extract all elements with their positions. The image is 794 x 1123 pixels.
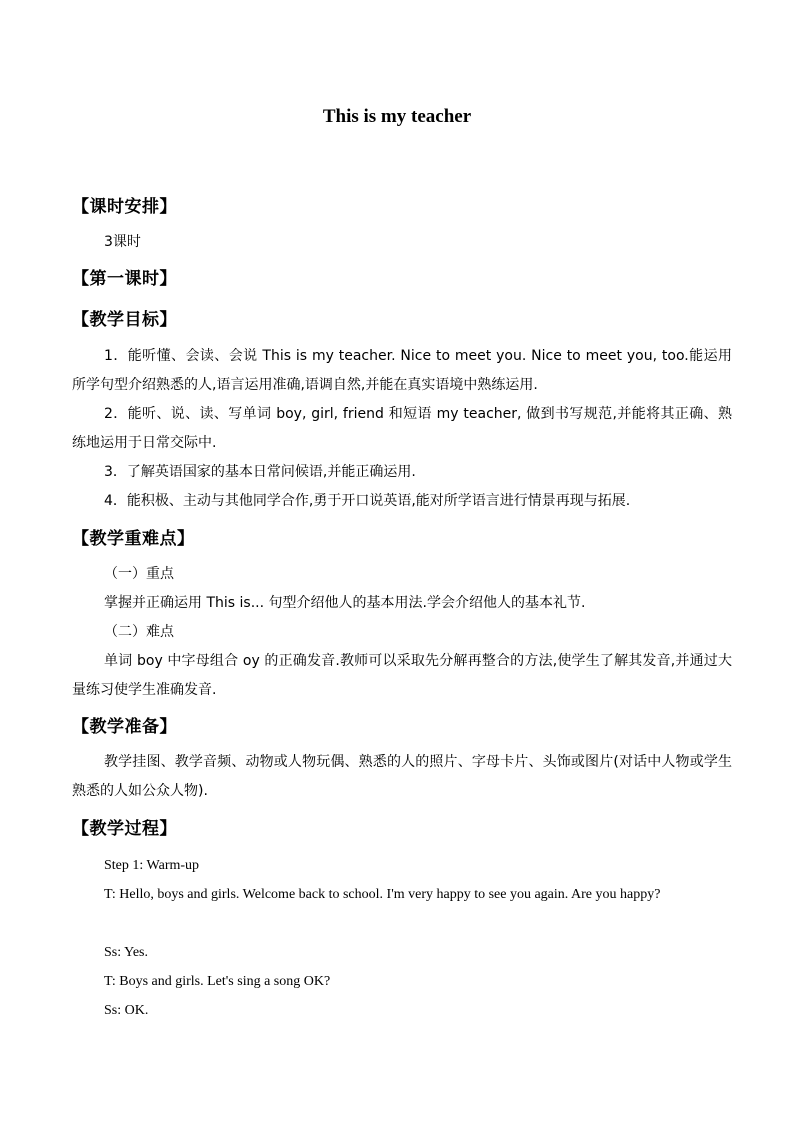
document-title: This is my teacher — [322, 106, 472, 127]
key-text: 掌握并正确运用 This is... 句型介绍他人的基本用法.学会介绍他人的基本礼节. — [104, 595, 586, 611]
lesson1-heading: 【第一课时】 — [72, 269, 177, 289]
schedule-text: 3课时 — [104, 234, 141, 250]
dialog-line-2: Ss: Yes. — [104, 945, 148, 960]
key-label: （一）重点 — [104, 566, 174, 582]
process-heading: 【教学过程】 — [72, 819, 177, 839]
goal-3: 3．了解英语国家的基本日常问候语,并能正确运用. — [104, 464, 416, 480]
goals-heading: 【教学目标】 — [72, 310, 177, 330]
goal-4: 4．能积极、主动与其他同学合作,勇于开口说英语,能对所学语言进行情景再现与拓展. — [104, 493, 631, 509]
key-points-heading: 【教学重难点】 — [72, 529, 195, 549]
prep-heading: 【教学准备】 — [72, 717, 177, 737]
dialog-line-1: T: Hello, boys and girls. Welcome back to school. I'm very happy to see you again. Are you happy? — [104, 887, 661, 902]
difficult-text: 单词 boy 中字母组合 oy 的正确发音.教师可以采取先分解再整合的方法,使学生了解其发音,并通过大量练习使学生准确发音. — [72, 653, 732, 698]
goal-2: 2．能听、说、读、写单词 boy, girl, friend 和短语 my teacher, 做到书写规范,并能将其正确、熟练地运用于日常交际中. — [72, 406, 732, 451]
schedule-heading: 【课时安排】 — [72, 197, 177, 217]
step1-label: Step 1: Warm-up — [104, 858, 200, 873]
goal-1: 1．能听懂、会读、会说 This is my teacher. Nice to meet you. Nice to meet you, too.能运用所学句型介绍熟悉的人,语言运用准确,语调自然,并能在真实语境中熟练运用. — [72, 348, 732, 393]
prep-text: 教学挂图、教学音频、动物或人物玩偶、熟悉的人的照片、字母卡片、头饰或图片(对话中人物或学生熟悉的人如公众人物). — [72, 754, 732, 799]
difficult-label: （二）难点 — [104, 624, 174, 640]
dialog-line-4: Ss: OK. — [104, 1003, 149, 1018]
dialog-line-3: T: Boys and girls. Let's sing a song OK? — [104, 974, 331, 989]
